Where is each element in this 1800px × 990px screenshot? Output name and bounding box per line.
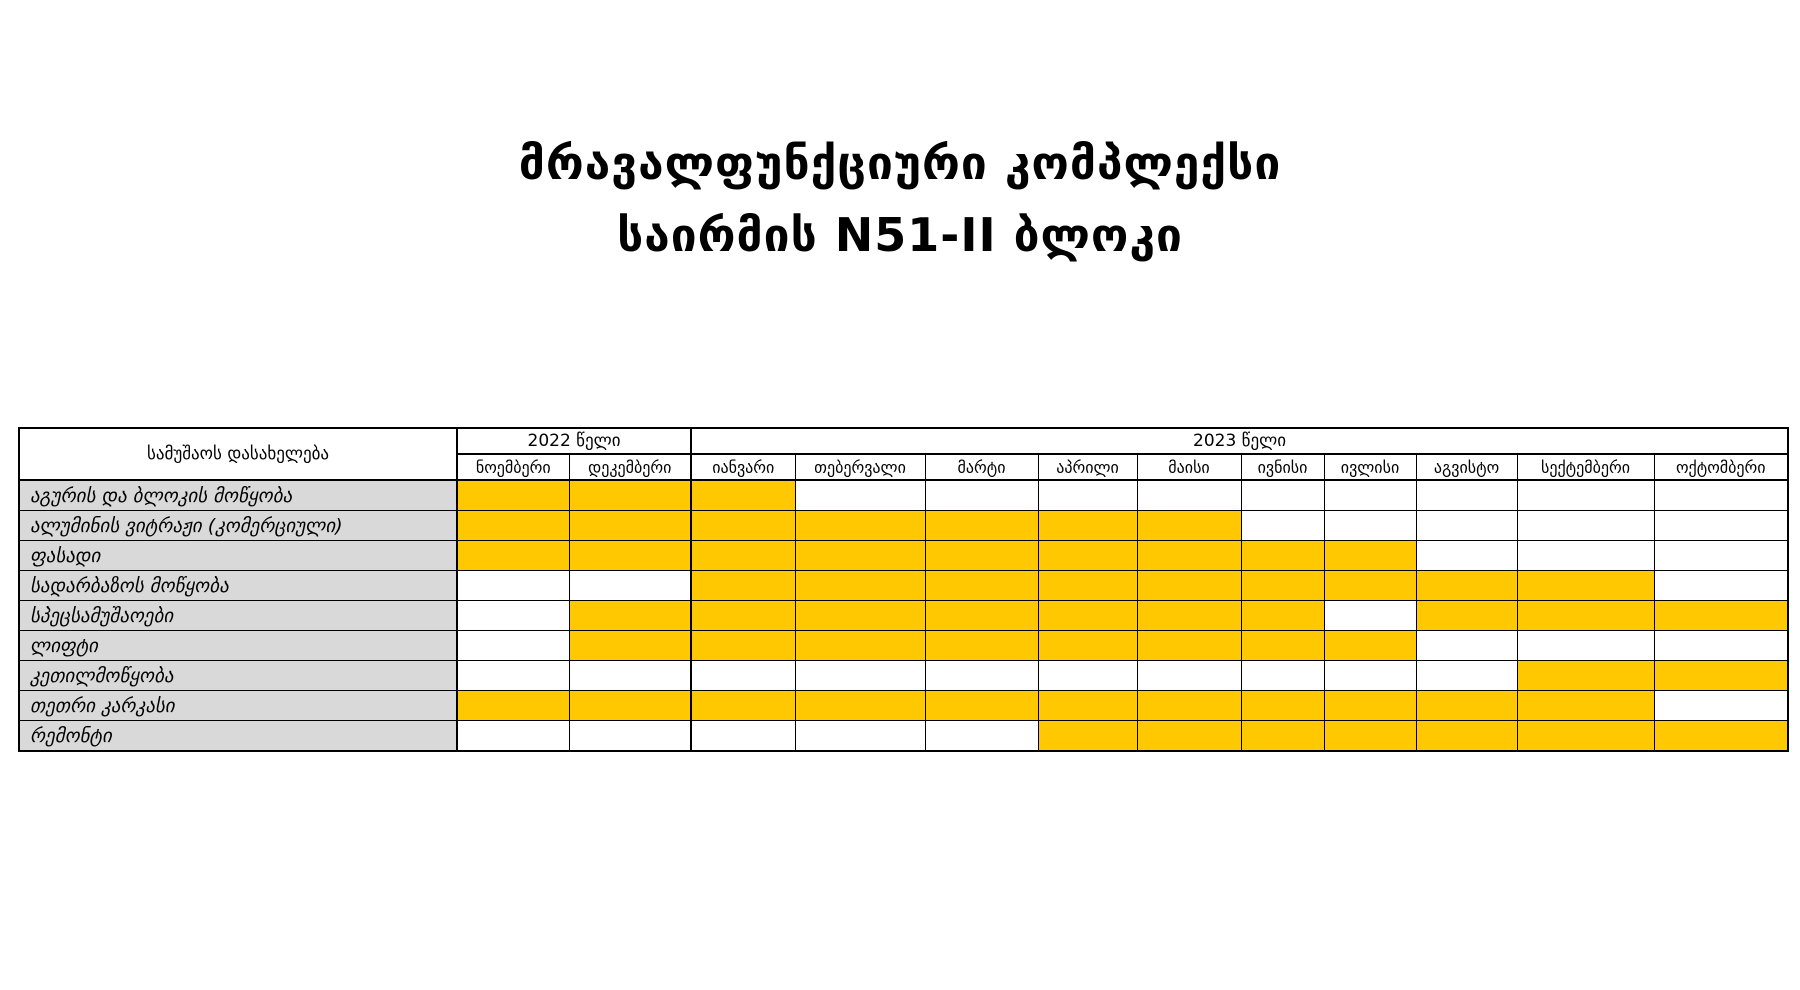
schedule-cell-active (1517, 571, 1654, 601)
schedule-cell-active (1654, 601, 1788, 631)
schedule-cell-active (1241, 691, 1324, 721)
table-row (19, 721, 1788, 752)
schedule-cell-empty (1416, 661, 1517, 691)
schedule-cell-active (691, 571, 795, 601)
schedule-cell-active (1416, 691, 1517, 721)
schedule-cell-empty (925, 480, 1038, 511)
schedule-cell-empty (457, 721, 569, 752)
schedule-cell-empty (1654, 511, 1788, 541)
schedule-cell-active (1137, 721, 1241, 752)
schedule-cell-empty (1654, 631, 1788, 661)
task-name: სპეცსამუშაოები (19, 601, 457, 631)
month-header: აგვისტო (1416, 454, 1517, 480)
schedule-cell-empty (1517, 541, 1654, 571)
schedule-cell-empty (1241, 661, 1324, 691)
schedule-cell-active (1416, 721, 1517, 752)
schedule-cell-active (795, 691, 925, 721)
schedule-table (18, 427, 1789, 752)
schedule-cell-empty (1654, 571, 1788, 601)
schedule-cell-active (1654, 721, 1788, 752)
schedule-cell-active (1137, 571, 1241, 601)
table-row (19, 691, 1788, 721)
schedule-cell-active (1137, 511, 1241, 541)
schedule-cell-active (925, 541, 1038, 571)
schedule-cell-empty (457, 631, 569, 661)
table-row (19, 661, 1788, 691)
schedule-cell-active (457, 541, 569, 571)
schedule-cell-empty (1324, 480, 1416, 511)
schedule-cell-active (1416, 601, 1517, 631)
schedule-cell-active (1517, 721, 1654, 752)
schedule-cell-empty (1324, 601, 1416, 631)
schedule-cell-empty (1654, 541, 1788, 571)
schedule-cell-empty (1517, 631, 1654, 661)
schedule-cell-active (691, 511, 795, 541)
schedule-cell-empty (795, 480, 925, 511)
schedule-cell-active (1038, 571, 1137, 601)
year-header: 2022 წელი (457, 428, 691, 454)
year-header-row (19, 428, 1788, 454)
schedule-cell-active (691, 480, 795, 511)
schedule-cell-empty (1416, 511, 1517, 541)
schedule-cell-active (1517, 661, 1654, 691)
schedule-cell-active (569, 511, 691, 541)
schedule-cell-active (1241, 631, 1324, 661)
task-name: ალუმინის ვიტრაჟი (კომერციული) (19, 511, 457, 541)
task-name: ლიფტი (19, 631, 457, 661)
schedule-cell-empty (1416, 631, 1517, 661)
month-header: თებერვალი (795, 454, 925, 480)
month-header: ოქტომბერი (1654, 454, 1788, 480)
schedule-cell-active (1654, 661, 1788, 691)
table-row (19, 571, 1788, 601)
page-title: მრავალფუნქციური კომპლექსი (518, 136, 1282, 190)
schedule-cell-empty (1517, 511, 1654, 541)
schedule-cell-active (1137, 631, 1241, 661)
schedule-cell-active (1324, 571, 1416, 601)
task-name: სადარბაზოს მოწყობა (19, 571, 457, 601)
task-name: თეთრი კარკასი (19, 691, 457, 721)
table-row (19, 511, 1788, 541)
schedule-cell-active (795, 571, 925, 601)
schedule-cell-active (795, 541, 925, 571)
schedule-cell-active (1324, 721, 1416, 752)
month-header: მარტი (925, 454, 1038, 480)
schedule-cell-active (569, 480, 691, 511)
schedule-cell-active (925, 571, 1038, 601)
task-name: კეთილმოწყობა (19, 661, 457, 691)
task-name: ფასადი (19, 541, 457, 571)
schedule-cell-empty (1137, 480, 1241, 511)
schedule-cell-active (1241, 571, 1324, 601)
schedule-cell-active (569, 691, 691, 721)
schedule-cell-active (1241, 541, 1324, 571)
schedule-cell-empty (1654, 691, 1788, 721)
schedule-cell-active (795, 511, 925, 541)
month-header: სექტემბერი (1517, 454, 1654, 480)
month-header: ივლისი (1324, 454, 1416, 480)
schedule-cell-empty (457, 601, 569, 631)
task-name: რემონტი (19, 721, 457, 752)
schedule-cell-active (457, 480, 569, 511)
schedule-cell-active (1137, 541, 1241, 571)
month-header: დეკემბერი (569, 454, 691, 480)
schedule-cell-empty (1324, 511, 1416, 541)
schedule-cell-empty (1416, 480, 1517, 511)
month-header: მაისი (1137, 454, 1241, 480)
schedule-cell-empty (1654, 480, 1788, 511)
schedule-cell-empty (569, 571, 691, 601)
table-row (19, 631, 1788, 661)
month-header: ივნისი (1241, 454, 1324, 480)
schedule-cell-active (691, 631, 795, 661)
schedule-cell-empty (457, 661, 569, 691)
schedule-cell-active (457, 511, 569, 541)
schedule-cell-empty (1241, 511, 1324, 541)
schedule-cell-empty (795, 661, 925, 691)
table-row (19, 541, 1788, 571)
schedule-cell-active (1517, 691, 1654, 721)
schedule-cell-active (1137, 601, 1241, 631)
schedule-cell-active (569, 631, 691, 661)
schedule-cell-active (1241, 601, 1324, 631)
schedule-cell-active (1038, 691, 1137, 721)
schedule-body (19, 480, 1788, 751)
schedule-cell-empty (457, 571, 569, 601)
schedule-cell-empty (1241, 480, 1324, 511)
schedule-cell-active (1038, 601, 1137, 631)
schedule-cell-empty (569, 721, 691, 752)
schedule-cell-active (925, 691, 1038, 721)
schedule-cell-active (691, 601, 795, 631)
schedule-cell-active (1038, 541, 1137, 571)
schedule-cell-empty (1038, 661, 1137, 691)
schedule-cell-active (795, 601, 925, 631)
schedule-cell-active (1324, 631, 1416, 661)
schedule-cell-active (1324, 691, 1416, 721)
task-name: აგურის და ბლოკის მოწყობა (19, 480, 457, 511)
schedule-cell-active (925, 631, 1038, 661)
schedule-cell-active (925, 511, 1038, 541)
task-column-header: სამუშაოს დასახელება (19, 428, 457, 480)
schedule-cell-active (1038, 631, 1137, 661)
year-header: 2023 წელი (691, 428, 1788, 454)
schedule-cell-active (1416, 571, 1517, 601)
table-row (19, 480, 1788, 511)
schedule-cell-empty (925, 721, 1038, 752)
month-header: იანვარი (691, 454, 795, 480)
schedule-cell-active (1241, 721, 1324, 752)
schedule-cell-active (691, 541, 795, 571)
schedule-cell-active (795, 631, 925, 661)
schedule-cell-active (1324, 541, 1416, 571)
month-header: ნოემბერი (457, 454, 569, 480)
month-header: აპრილი (1038, 454, 1137, 480)
schedule-cell-empty (691, 721, 795, 752)
schedule-cell-active (1517, 601, 1654, 631)
table-row (19, 601, 1788, 631)
schedule-cell-empty (1324, 661, 1416, 691)
schedule-cell-active (1038, 511, 1137, 541)
schedule-cell-empty (1137, 661, 1241, 691)
schedule-cell-empty (569, 661, 691, 691)
schedule-cell-empty (1038, 480, 1137, 511)
schedule-cell-active (569, 541, 691, 571)
schedule-cell-empty (925, 661, 1038, 691)
schedule-cell-empty (795, 721, 925, 752)
schedule-cell-active (691, 691, 795, 721)
page-subtitle: საირმის N51-II ბლოკი (617, 208, 1183, 262)
schedule-cell-empty (691, 661, 795, 691)
schedule-cell-active (569, 601, 691, 631)
schedule-cell-active (925, 601, 1038, 631)
schedule-cell-empty (1416, 541, 1517, 571)
schedule-cell-empty (1517, 480, 1654, 511)
schedule-cell-active (457, 691, 569, 721)
schedule-cell-active (1038, 721, 1137, 752)
schedule-cell-active (1137, 691, 1241, 721)
